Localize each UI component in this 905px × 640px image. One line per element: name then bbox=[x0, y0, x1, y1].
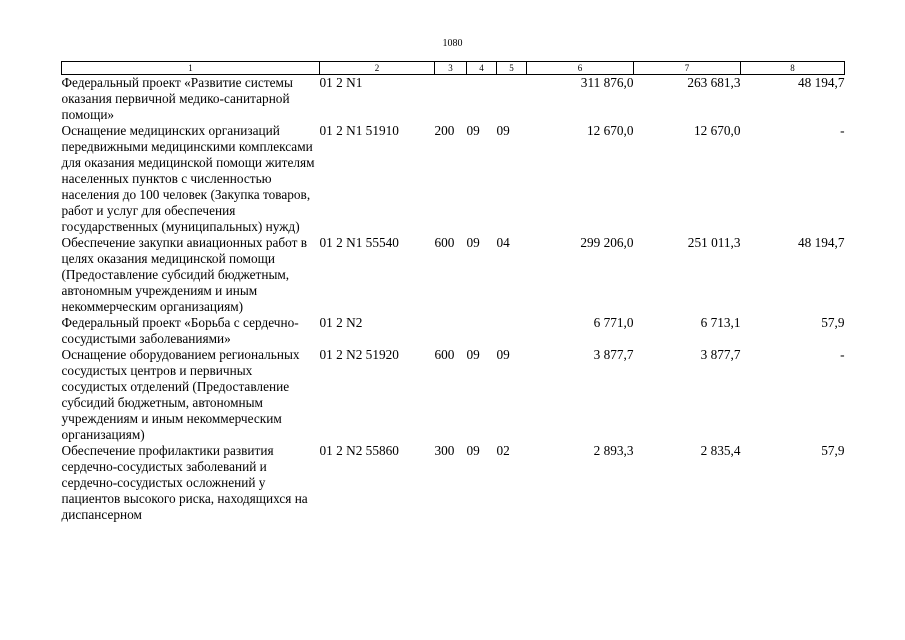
table-row bbox=[62, 75, 845, 124]
row-col-3: 600 bbox=[434, 235, 455, 250]
budget-table bbox=[61, 61, 845, 523]
row-code: 01 2 N2 55860 bbox=[319, 443, 399, 458]
row-value-7: 12 670,0 bbox=[693, 123, 741, 138]
row-col-5: 09 bbox=[496, 123, 510, 138]
row-code: 01 2 N1 51910 bbox=[319, 123, 399, 138]
row-code: 01 2 N2 bbox=[319, 315, 363, 330]
row-col-5: 09 bbox=[496, 347, 510, 362]
row-col-4 bbox=[467, 315, 497, 347]
header-row bbox=[62, 62, 845, 75]
row-col-3 bbox=[435, 315, 467, 347]
table-row bbox=[62, 123, 845, 235]
row-name: Федеральный проект «Развитие системы оказания первичной медико-санитарной помощи» bbox=[61, 75, 293, 122]
row-value-7: 3 877,7 bbox=[700, 347, 741, 362]
row-col-5 bbox=[497, 75, 527, 124]
row-name: Обеспечение закупки авиационных работ в целях оказания медицинской помощи (Предоставление субсидий бюджетным, автономным учреждениям и иным некоммерческим организациям) bbox=[61, 235, 308, 314]
row-col-4 bbox=[467, 75, 497, 124]
row-col-4: 09 bbox=[466, 123, 480, 138]
page-number: 1080 bbox=[442, 38, 463, 49]
row-value-6: 12 670,0 bbox=[586, 123, 634, 138]
table-header bbox=[62, 62, 845, 75]
header-col-8: 8 bbox=[741, 62, 845, 75]
row-value-6: 6 771,0 bbox=[593, 315, 634, 330]
header-col-3: 3 bbox=[435, 62, 467, 75]
row-value-8: 48 194,7 bbox=[797, 75, 845, 90]
row-col-3 bbox=[435, 75, 467, 124]
row-name: Оснащение медицинских организаций передвижными медицинскими комплексами для оказания медицинской помощи жителям населенных пунктов с численностью населения до 100 человек (Закупка товаров, работ и услуг для обеспечения государственных (муниципальных) нужд) bbox=[61, 123, 315, 234]
row-col-3: 200 bbox=[434, 123, 455, 138]
header-col-4: 4 bbox=[467, 62, 497, 75]
row-value-6: 2 893,3 bbox=[593, 443, 634, 458]
row-name: Оснащение оборудованием региональных сосудистых центров и первичных сосудистых отделений (Предоставление субсидий бюджетным, автономным учреждениям и иным некоммерческим организациям) bbox=[61, 347, 300, 442]
table-row bbox=[62, 235, 845, 315]
row-value-6: 311 876,0 bbox=[580, 75, 634, 90]
row-col-5: 02 bbox=[496, 443, 510, 458]
row-code: 01 2 N2 51920 bbox=[319, 347, 399, 362]
row-code: 01 2 N1 bbox=[319, 75, 363, 90]
row-value-8: - bbox=[840, 347, 845, 362]
header-col-6: 6 bbox=[527, 62, 634, 75]
table-row bbox=[62, 443, 845, 523]
row-value-7: 263 681,3 bbox=[687, 75, 741, 90]
row-col-3: 300 bbox=[434, 443, 455, 458]
row-col-3: 600 bbox=[434, 347, 455, 362]
row-col-5: 04 bbox=[496, 235, 510, 250]
row-code: 01 2 N1 55540 bbox=[319, 235, 399, 250]
row-value-7: 2 835,4 bbox=[700, 443, 741, 458]
table-row bbox=[62, 315, 845, 347]
row-value-7: 6 713,1 bbox=[700, 315, 741, 330]
row-col-4: 09 bbox=[466, 347, 480, 362]
row-value-8: - bbox=[840, 123, 845, 138]
header-col-7: 7 bbox=[634, 62, 741, 75]
row-name: Федеральный проект «Борьба с сердечно-сосудистыми заболеваниями» bbox=[61, 315, 299, 346]
row-value-8: 57,9 bbox=[821, 315, 845, 330]
row-col-4: 09 bbox=[466, 235, 480, 250]
header-col-5: 5 bbox=[497, 62, 527, 75]
row-value-8: 57,9 bbox=[821, 443, 845, 458]
table-body bbox=[62, 75, 845, 524]
header-col-2: 2 bbox=[320, 62, 435, 75]
row-value-7: 251 011,3 bbox=[687, 235, 741, 250]
row-value-6: 3 877,7 bbox=[593, 347, 634, 362]
row-value-6: 299 206,0 bbox=[580, 235, 634, 250]
row-name: Обеспечение профилактики развития сердечно-сосудистых заболеваний и сердечно-сосудистых осложнений у пациентов высокого риска, находящихся на диспансерном bbox=[61, 443, 308, 522]
row-col-4: 09 bbox=[466, 443, 480, 458]
row-value-8: 48 194,7 bbox=[797, 235, 845, 250]
table-row bbox=[62, 347, 845, 443]
row-col-5 bbox=[497, 315, 527, 347]
header-col-1: 1 bbox=[62, 62, 320, 75]
